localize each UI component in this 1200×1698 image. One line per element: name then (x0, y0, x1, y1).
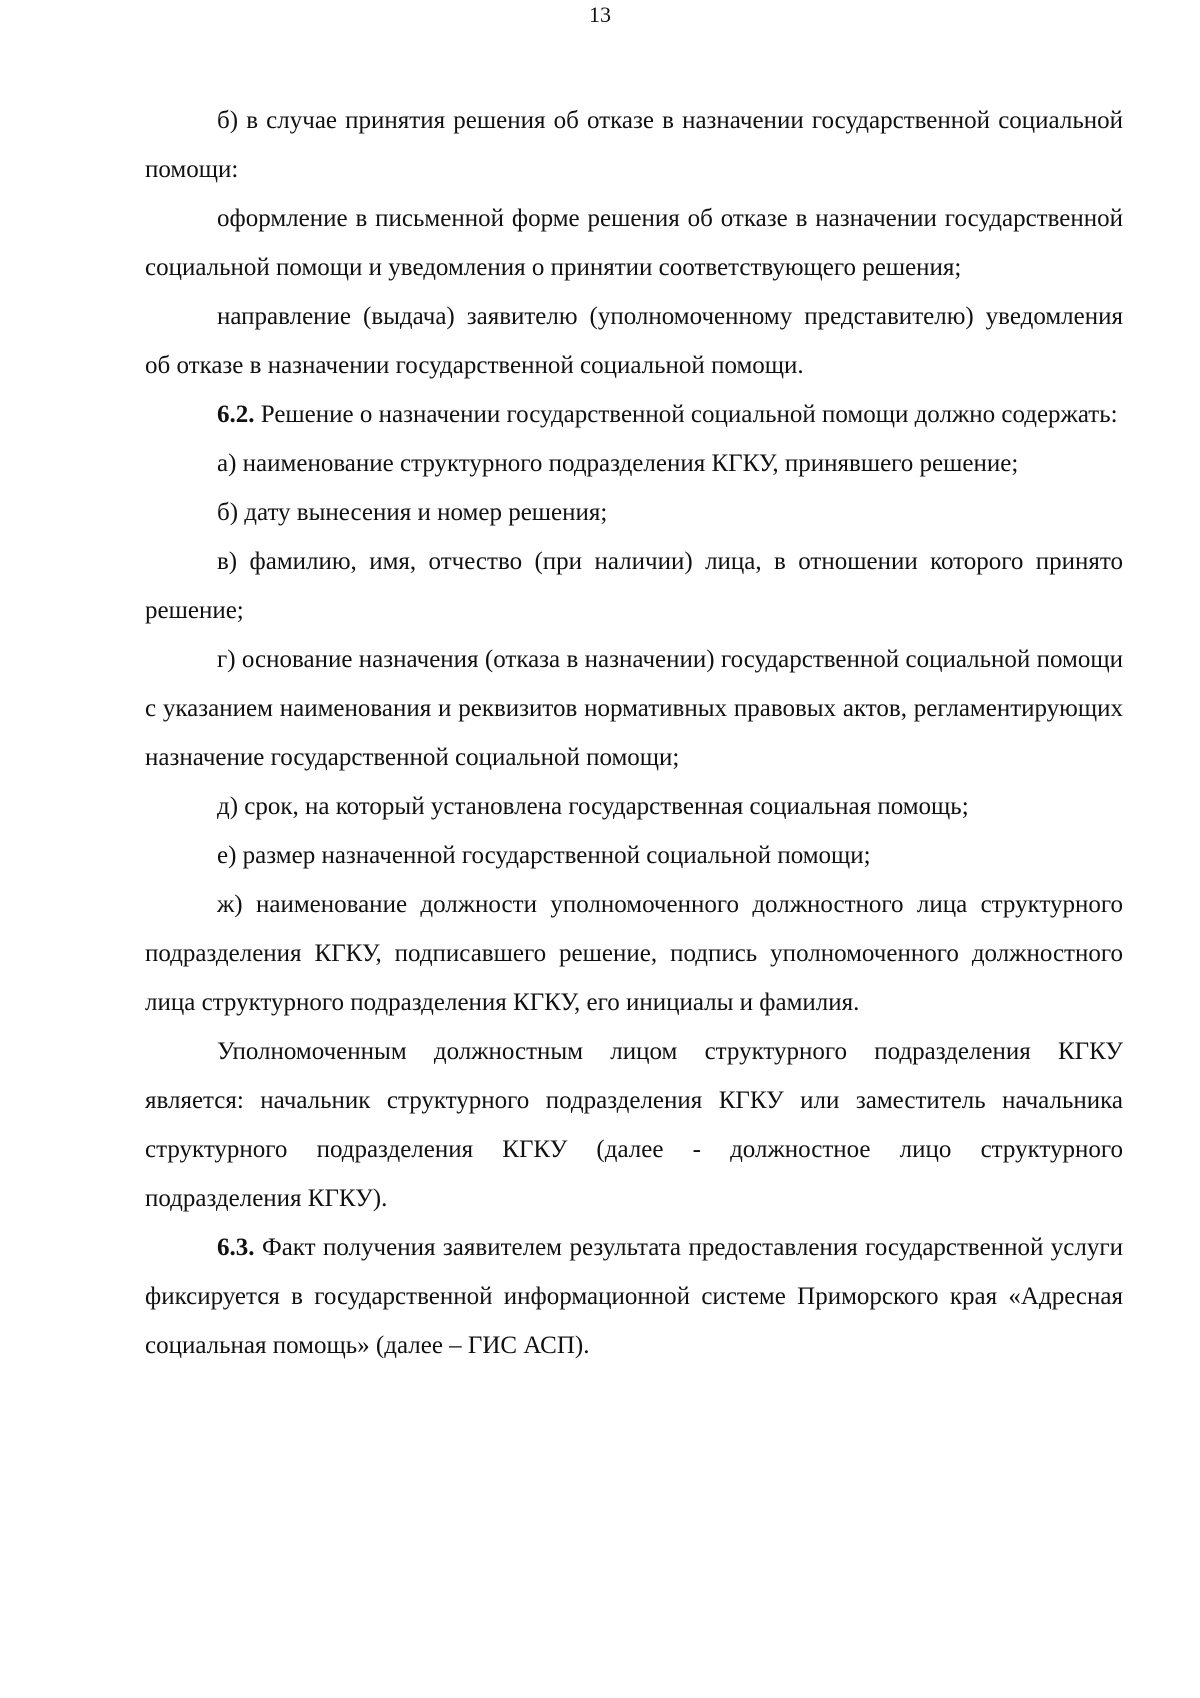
paragraph-6-2-e: е) размер назначенной государственной социальной помощи; (217, 842, 871, 869)
clause-number: 6.3. (217, 1234, 255, 1261)
paragraph-text: Факт получения заявителем результата предоставления государственной услуги фиксируется в государственной информационной системе Приморского края «Адресная социальная помощь» (далее – ГИС АСП). (145, 1234, 1123, 1359)
paragraph-refusal-decision: оформление в письменной форме решения об отказе в назначении государственной социальной помощи и уведомления о принятии соответствующего решения; (145, 205, 1123, 281)
paragraph-6-2-d: д) срок, на который установлена государственная социальная помощь; (217, 793, 969, 820)
document-body (145, 96, 1123, 1370)
paragraph-6-3 (145, 1223, 1123, 1370)
paragraph-6-2-g: г) основание назначения (отказа в назначении) государственной социальной помощи с указанием наименования и реквизитов нормативных правовых актов, регламентирующих назначение государственной социальной помощи; (145, 646, 1123, 771)
page-number: 13 (589, 2, 611, 27)
paragraph-6-2-v: в) фамилию, имя, отчество (при наличии) лица, в отношении которого принято решение; (145, 548, 1123, 624)
paragraph-6-2-b: б) дату вынесения и номер решения; (217, 499, 608, 526)
clause-number: 6.2. (217, 401, 255, 428)
paragraph-6-1-b: б) в случае принятия решения об отказе в назначении государственной социальной помощи: (145, 107, 1123, 183)
paragraph-6-2-a: а) наименование структурного подразделения КГКУ, принявшего решение; (217, 450, 1019, 477)
paragraph-6-2-zh: ж) наименование должности уполномоченного должностного лица структурного подразделения КГКУ, подписавшего решение, подпись уполномоченного должностного лица структурного подразделения КГКУ, его инициалы и фамилия. (145, 891, 1123, 1016)
paragraph-authorized-official: Уполномоченным должностным лицом структурного подразделения КГКУ является: начальник структурного подразделения КГКУ или заместитель начальника структурного подразделения КГКУ (далее - должностное лицо структурного подразделения КГКУ). (145, 1038, 1123, 1212)
paragraph-6-2 (145, 390, 1123, 439)
paragraph-refusal-notice: направление (выдача) заявителю (уполномоченному представителю) уведомления об отказе в назначении государственной социальной помощи. (145, 303, 1123, 379)
paragraph-text: Решение о назначении государственной социальной помощи должно содержать: (254, 401, 1118, 428)
